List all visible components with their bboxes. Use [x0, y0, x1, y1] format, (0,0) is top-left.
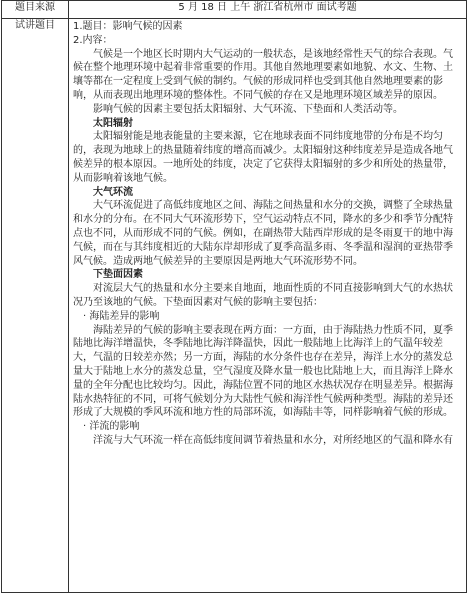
- paragraph: 影响气候的因素主要包括太阳辐射、大气环流、下垫面和人类活动等。: [93, 103, 403, 115]
- section-heading: 大气环流: [93, 186, 133, 198]
- content-label: 2.内容：: [73, 34, 113, 46]
- title-line: 1.题目：影响气候的因素: [73, 21, 183, 32]
- section-heading: 太阳辐射: [93, 117, 133, 129]
- section-heading: 下垫面因素: [93, 269, 143, 281]
- paragraph: 海陆差异的气候的影响主要表现在两方面：一方面，由于海陆热力性质不同，夏季陆地比海洋增温快，冬季陆地比海洋降温快，因此一般陆地上比海洋上的气温年较差大，气温的日较差亦然；另一方面，海陆的水分条件也存在差异，海洋上水分的蒸发总量大于陆地上水分的蒸发总量，空气湿度及降水量一般也比陆地上大，而且海洋上降水量的全年分配也比较均匀。因此，海陆位置不同的地区水热状况存在明显差异。根据海陆水热特征的不同，可将气候划分为大陆性气候和海洋性气候两种类型。海陆的差异还形成了大规模的季风环流和地方性的局部环流，如海陆丰等，同样影响着气候的形成。: [73, 324, 453, 419]
- bullet-item: · 海陆差异的影响: [83, 310, 160, 322]
- paragraph: 大气环流促进了高低纬度地区之间、海陆之间热量和水分的交换，调整了全球热量和水分的分布。在不同大气环流形势下，空气运动特点不同，降水的多少和季节分配特点也不同，从而形成不同的气候。例如，在副热带大陆西岸形成的是冬雨夏干的地中海气候，而在与其纬度相近的大陆东岸却形成了夏季高温多雨、冬季温和湿润的亚热带季风气候。造成两地气候差异的主要原因是两地大气环流形势不同。: [73, 200, 453, 267]
- content-cell: [69, 19, 467, 593]
- bullet-item: · 洋流的影响: [83, 421, 140, 433]
- paragraph-list: [73, 48, 462, 448]
- content-body: [73, 20, 462, 592]
- paragraph: 洋流与大气环流一样在高低纬度间调节着热量和水分，对所经地区的气温和降水有: [93, 434, 453, 446]
- source-label-cell: [2, 1, 69, 19]
- source-label: 题目来源: [15, 2, 55, 13]
- topic-label-cell: [2, 19, 69, 593]
- content-row: [2, 19, 467, 593]
- lesson-table: [1, 0, 467, 593]
- source-value-cell: [69, 1, 467, 19]
- paragraph: 对流层大气的热量和水分主要来自地面，地面性质的不同直接影响到大气的水热状况乃至该地的气候。下垫面因素对气候的影响主要包括：: [73, 283, 453, 308]
- header-row: [2, 1, 467, 19]
- source-value: 5 月 18 日 上午 浙江省杭州市 面试考题: [178, 2, 357, 13]
- topic-label: 试讲题目: [15, 20, 55, 31]
- paragraph: 气候是一个地区长时期内大气运动的一般状态，是该地经常性天气的综合表现。气候在整个地理环境中起着非常重要的作用。其他自然地理要素如地貌、水文、生物、土壤等都在一定程度上受到气候的制约。气候的形成同样也受到其他自然地理要素的影响，从而表现出地理环境的整体性。不同气候的存在又是地理环境区域差异的原因。: [73, 48, 453, 101]
- paragraph: 太阳辐射能是地表能量的主要来源，它在地球表面不同纬度地带的分布是不均匀的，表现为地球上的热量随着纬度的增高而减少。太阳辐射这种纬度差异是造成各地气候差异的根本原因。一地所处的纬度，决定了它获得太阳辐射的多少和所处的热量带，从而影响着该地气候。: [73, 131, 453, 184]
